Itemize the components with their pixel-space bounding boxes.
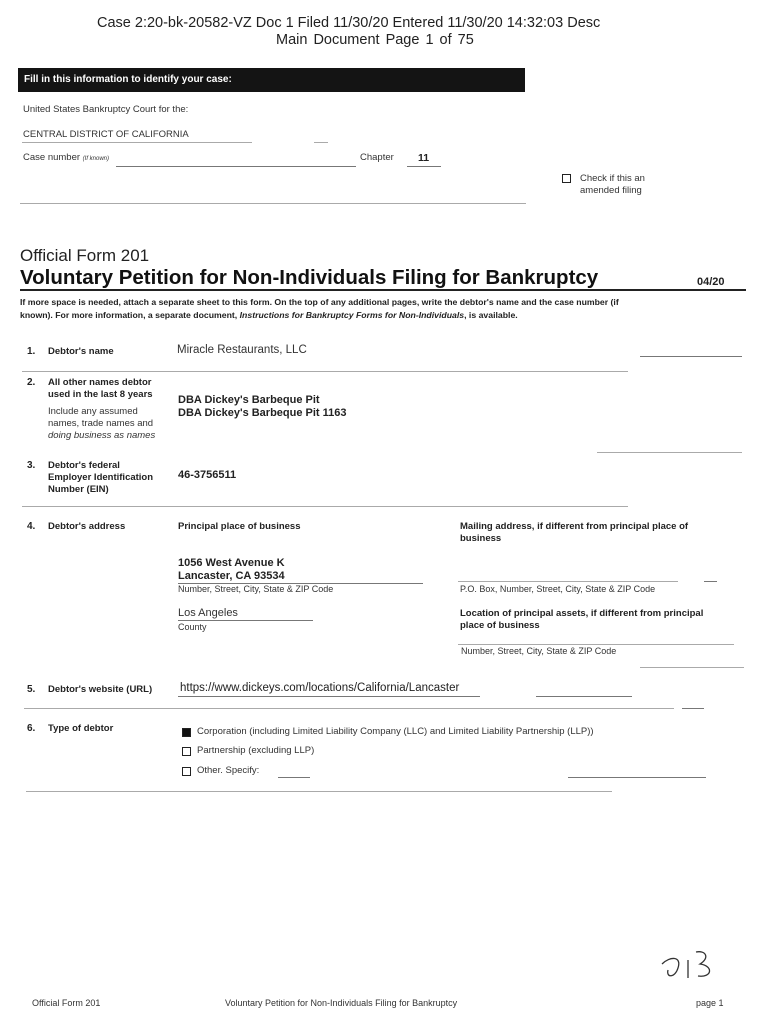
item-1-number: 1. bbox=[27, 346, 36, 357]
other-checkbox[interactable] bbox=[182, 767, 191, 776]
case-number-label: Case number (If known) bbox=[23, 152, 110, 163]
website-value: https://www.dickeys.com/locations/California/Lancaster bbox=[180, 682, 460, 694]
case-header-line-2: Main Document Page 1 of 75 bbox=[276, 32, 474, 48]
other-name-1: DBA Dickey's Barbeque Pit bbox=[178, 394, 320, 406]
item-1-label: Debtor's name bbox=[48, 346, 114, 357]
item-5-number: 5. bbox=[27, 684, 36, 695]
handwritten-initials bbox=[660, 948, 722, 986]
debtor-name: Miracle Restaurants, LLC bbox=[177, 344, 307, 356]
assets-heading-2: place of business bbox=[460, 620, 540, 631]
mailing-caption: P.O. Box, Number, Street, City, State & ZIP Code bbox=[460, 584, 656, 594]
amended-label-2: amended filing bbox=[580, 185, 642, 196]
item-6-label: Type of debtor bbox=[48, 723, 114, 734]
item-3-number: 3. bbox=[27, 460, 36, 471]
court-district: CENTRAL DISTRICT OF CALIFORNIA bbox=[23, 129, 189, 140]
instructions-line-1: If more space is needed, attach a separate sheet to this form. On the top of any additional pages, write the debtor's name and the case number (if bbox=[20, 297, 619, 307]
principal-city-state-zip: Lancaster, CA 93534 bbox=[178, 570, 285, 582]
item-2-sub-1: Include any assumed bbox=[48, 406, 138, 417]
partnership-checkbox[interactable] bbox=[182, 747, 191, 756]
item-4-label: Debtor's address bbox=[48, 521, 126, 532]
case-number-field[interactable] bbox=[116, 166, 356, 167]
case-info-banner: Fill in this information to identify your case: bbox=[18, 68, 525, 92]
item-2-sub-3: doing business as names bbox=[48, 430, 156, 441]
item-6-number: 6. bbox=[27, 723, 36, 734]
form-title: Voluntary Petition for Non-Individuals Filing for Bankruptcy bbox=[20, 266, 599, 289]
mailing-heading-2: business bbox=[460, 533, 502, 544]
principal-street: 1056 West Avenue K bbox=[178, 557, 285, 569]
other-name-2: DBA Dickey's Barbeque Pit 1163 bbox=[178, 407, 347, 419]
principal-heading: Principal place of business bbox=[178, 521, 301, 532]
court-label: United States Bankruptcy Court for the: bbox=[23, 104, 189, 115]
principal-address-caption: Number, Street, City, State & ZIP Code bbox=[178, 584, 334, 594]
item-2-number: 2. bbox=[27, 377, 36, 388]
form-number: Official Form 201 bbox=[20, 246, 150, 265]
assets-caption: Number, Street, City, State & ZIP Code bbox=[461, 646, 617, 656]
item-4-number: 4. bbox=[27, 521, 36, 532]
corporation-checkbox[interactable] bbox=[182, 728, 191, 737]
amended-label-1: Check if this an bbox=[580, 173, 645, 184]
item-2-label-2: used in the last 8 years bbox=[48, 389, 153, 400]
county-caption: County bbox=[178, 622, 207, 632]
footer-form-number: Official Form 201 bbox=[32, 998, 101, 1008]
corporation-option: Corporation (including Limited Liability Company (LLC) and Limited Liability Partnership (LLP)) bbox=[197, 726, 594, 737]
county-value: Los Angeles bbox=[178, 607, 238, 619]
other-specify-field[interactable] bbox=[278, 777, 310, 778]
ein-value: 46-3756511 bbox=[178, 469, 237, 481]
footer-page: page 1 bbox=[696, 998, 724, 1008]
item-3-label-2: Employer Identification bbox=[48, 472, 154, 483]
item-3-label-1: Debtor's federal bbox=[48, 460, 120, 471]
partnership-option: Partnership (excluding LLP) bbox=[197, 745, 315, 756]
amended-filing-checkbox[interactable] bbox=[562, 174, 571, 183]
instructions-line-2: known). For more information, a separate document, Instructions for Bankruptcy Forms for Non-Individuals, is available. bbox=[20, 310, 518, 320]
case-header-line-1: Case 2:20-bk-20582-VZ Doc 1 Filed 11/30/20 Entered 11/30/20 14:32:03 Desc bbox=[97, 15, 601, 31]
other-option: Other. Specify: bbox=[197, 765, 260, 776]
item-2-sub-2: names, trade names and bbox=[48, 418, 154, 429]
item-3-label-3: Number (EIN) bbox=[48, 484, 109, 495]
assets-heading-1: Location of principal assets, if different from principal bbox=[460, 608, 704, 619]
mailing-heading-1: Mailing address, if different from principal place of bbox=[460, 521, 689, 532]
item-5-label: Debtor's website (URL) bbox=[48, 684, 153, 695]
form-date: 04/20 bbox=[697, 276, 725, 288]
footer-title: Voluntary Petition for Non-Individuals Filing for Bankruptcy bbox=[225, 998, 458, 1008]
chapter-value: 11 bbox=[418, 152, 430, 164]
item-2-label-1: All other names debtor bbox=[48, 377, 152, 388]
chapter-label: Chapter bbox=[360, 152, 394, 163]
